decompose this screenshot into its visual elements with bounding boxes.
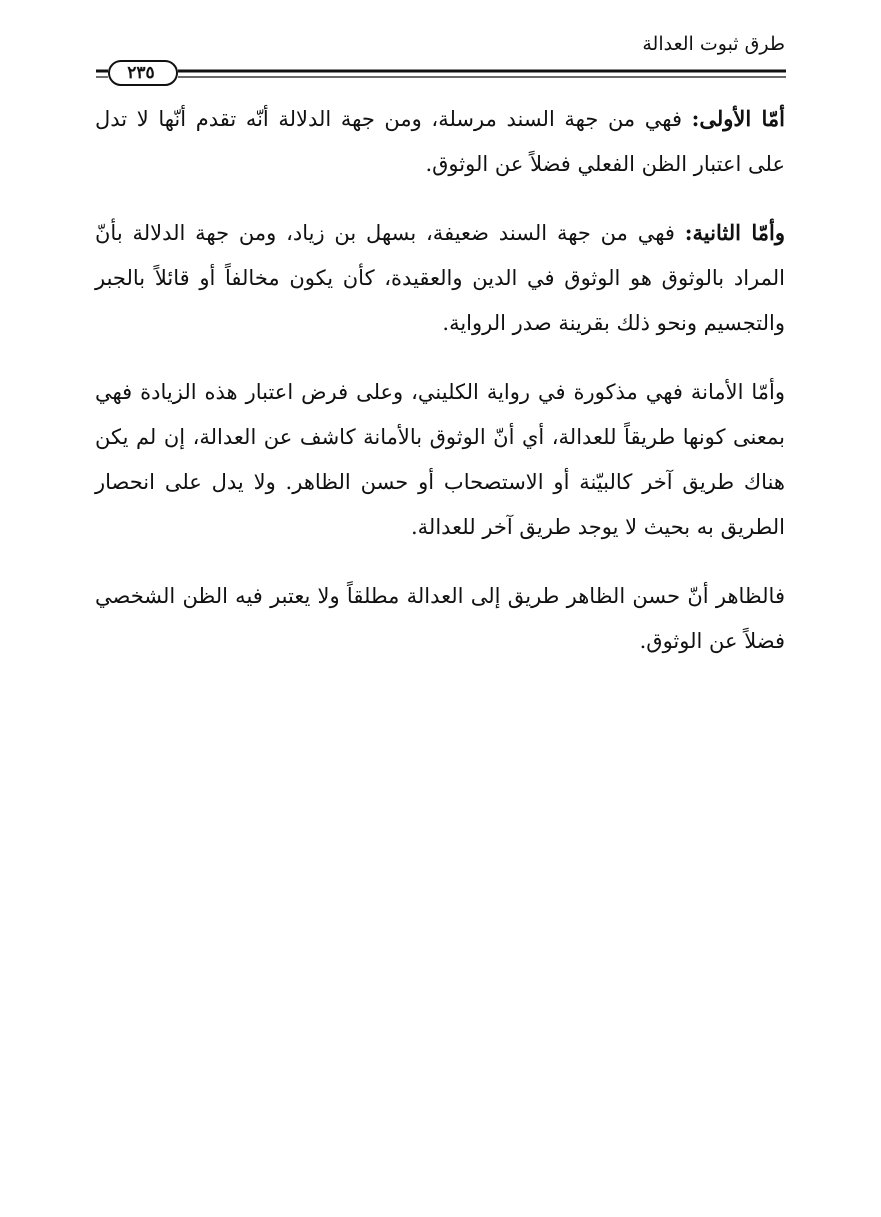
paragraph-text: فهي من جهة السند ضعيفة، بسهل بن زياد، ومن جهة الدلالة بأنّ المراد بالوثوق هو الوثوق في الدين والعقيدة، كأن يكون مخالفاً أو قائلاً بالجبر والتجسيم ونحو ذلك بقرينة صدر الرواية.: [95, 221, 785, 335]
paragraph-lead: أمّا الأولى:: [691, 106, 785, 131]
body-text: [95, 96, 785, 687]
paragraph-1: [95, 96, 785, 187]
paragraph-text: وأمّا الأمانة فهي مذكورة في رواية الكليني، وعلى فرض اعتبار هذه الزيادة فهي بمعنى كونها طريقاً للعدالة، أي أنّ الوثوق بالأمانة كاشف عن العدالة، إن لم يكن هناك طريق آخر كالبيّنة أو الاستصحاب أو حسن الظاهر. ولا يدل على انحصار الطريق به بحيث لا يوجد طريق آخر للعدالة.: [95, 380, 785, 539]
paragraph-3: [95, 369, 785, 550]
running-header-title: طرق ثبوت العدالة: [642, 33, 785, 55]
page-number: ٢٣٥: [127, 63, 155, 83]
paragraph-text: فهي من جهة السند مرسلة، ومن جهة الدلالة أنّه تقدم أنّها لا تدل على اعتبار الظن الفعلي فضلاً عن الوثوق.: [95, 107, 785, 176]
paragraph-text: فالظاهر أنّ حسن الظاهر طريق إلى العدالة مطلقاً ولا يعتبر فيه الظن الشخصي فضلاً عن الوثوق.: [95, 584, 785, 653]
paragraph-2: [95, 210, 785, 346]
header-rule-graphic: [96, 56, 786, 90]
paragraph-lead: وأمّا الثانية:: [684, 220, 785, 245]
paragraph-4: [95, 573, 785, 664]
header-rule: [96, 56, 786, 90]
